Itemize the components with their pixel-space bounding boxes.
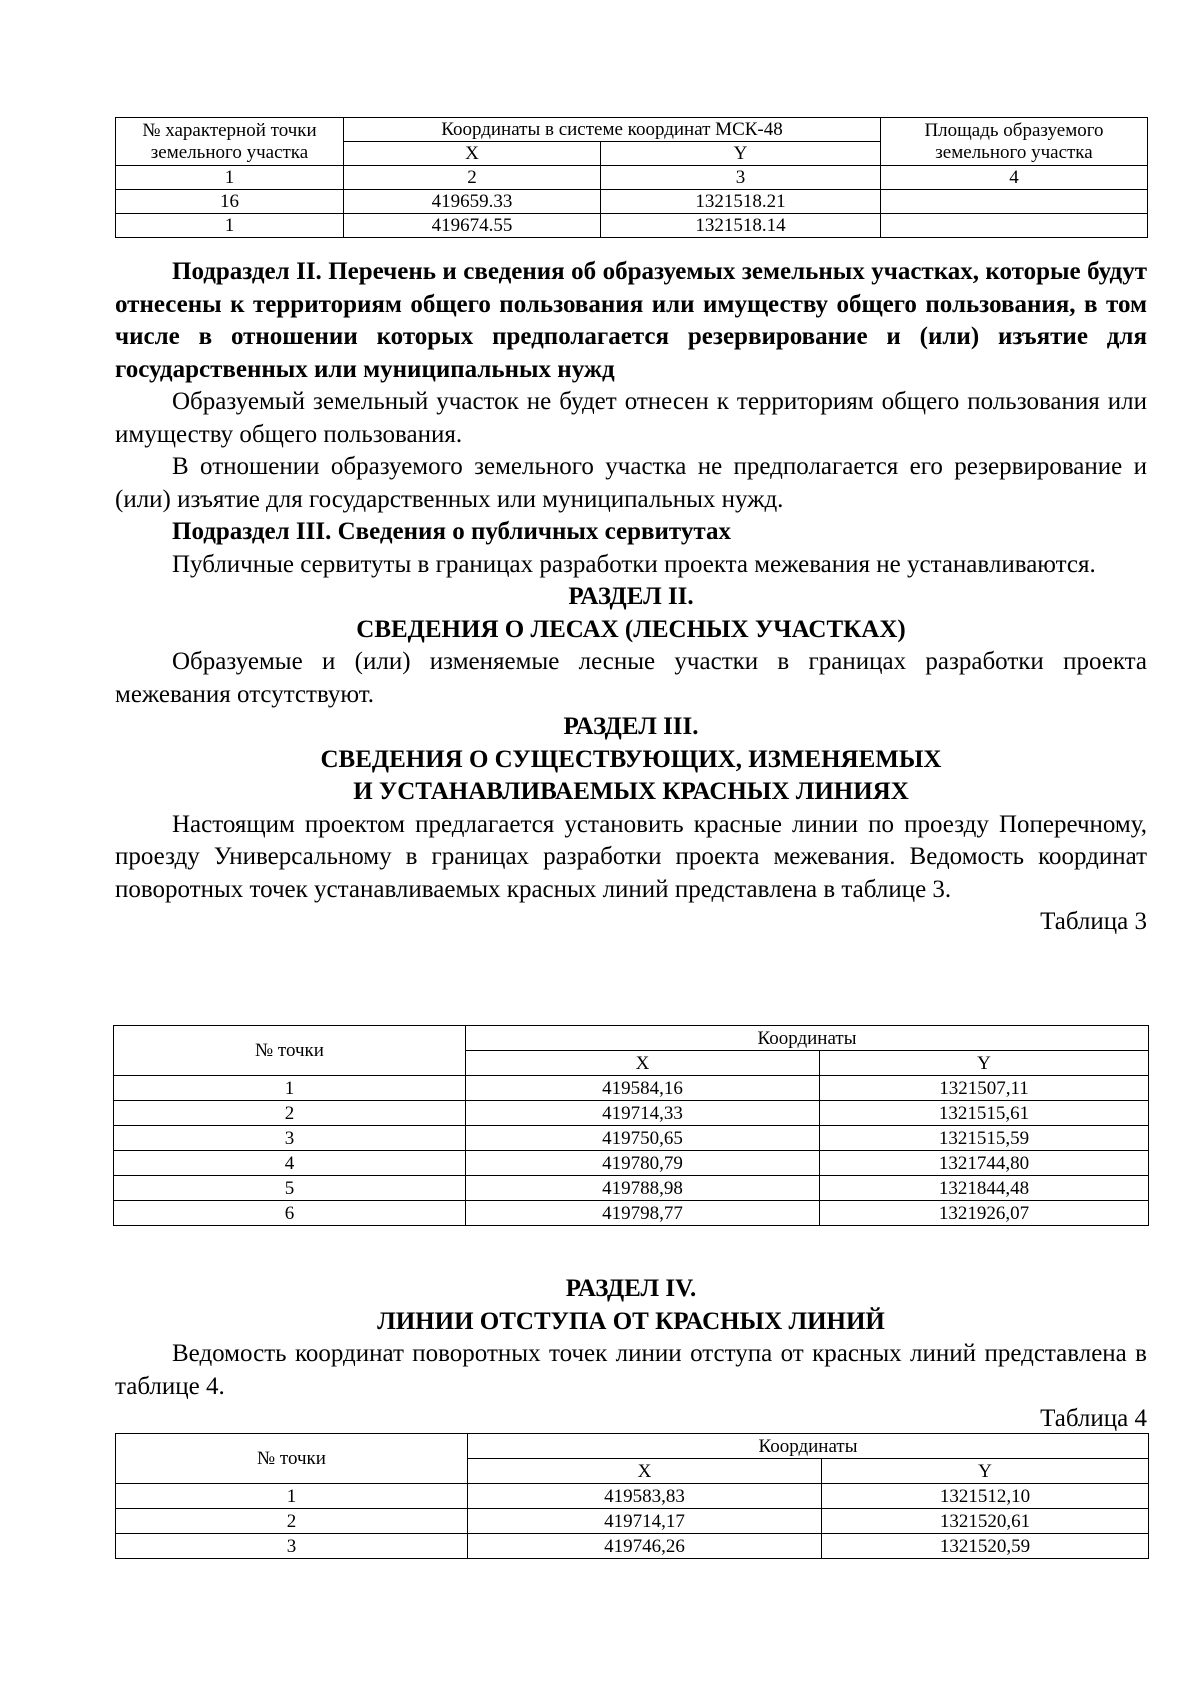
cell-point: 3 <box>114 1126 466 1151</box>
cell-y: 1321518.21 <box>601 190 881 214</box>
cell-point: 6 <box>114 1201 466 1226</box>
table-row <box>116 190 1148 214</box>
text-block-section-4 <box>115 1273 1147 1436</box>
cell-y: 1321518.14 <box>601 214 881 238</box>
red-lines-coordinates-table <box>113 1025 1149 1226</box>
cell-point: 2 <box>114 1101 466 1126</box>
cell-x: 419788,98 <box>466 1176 820 1201</box>
cell-x: 419746,26 <box>468 1534 822 1559</box>
section-2-subheading: СВЕДЕНИЯ О ЛЕСАХ (ЛЕСНЫХ УЧАСТКАХ) <box>356 615 906 643</box>
section-4-heading: РАЗДЕЛ IV. <box>565 1275 697 1302</box>
header-area: Площадь образуемого земельного участка <box>881 118 1148 166</box>
cell-y: 1321844,48 <box>820 1176 1149 1201</box>
header-x: X <box>466 1051 820 1076</box>
header-y: Y <box>822 1459 1149 1484</box>
cell-area <box>881 190 1148 214</box>
cell-x: 419714,33 <box>466 1101 820 1126</box>
section-3-subheading-2: И УСТАНАВЛИВАЕМЫХ КРАСНЫХ ЛИНИЯХ <box>353 778 909 805</box>
column-number: 4 <box>881 166 1148 190</box>
table-row <box>114 1076 1149 1101</box>
header-point: № характерной точки земельного участка <box>116 118 344 166</box>
cell-point: 2 <box>116 1509 468 1534</box>
subsection-2-paragraph-2: В отношении образуемого земельного участка не предполагается его резервирование и (или) изъятие для государственных или муниципальных нужд. <box>115 453 1147 513</box>
cell-x: 419750,65 <box>466 1126 820 1151</box>
cell-x: 419780,79 <box>466 1151 820 1176</box>
header-y: Y <box>820 1051 1149 1076</box>
column-number: 3 <box>601 166 881 190</box>
cell-y: 1321926,07 <box>820 1201 1149 1226</box>
subsection-2-paragraph-1: Образуемый земельный участок не будет отнесен к территориям общего пользования или имуществу общего пользования. <box>115 388 1147 448</box>
cell-point: 1 <box>116 1484 468 1509</box>
section-2-heading: РАЗДЕЛ II. <box>568 583 694 610</box>
text-block-main <box>115 256 1147 939</box>
column-number: 2 <box>344 166 601 190</box>
cell-x: 419714,17 <box>468 1509 822 1534</box>
table-row <box>116 1509 1149 1534</box>
setback-lines-coordinates-table <box>115 1433 1149 1559</box>
cell-x: 419659.33 <box>344 190 601 214</box>
cell-point: 16 <box>116 190 344 214</box>
subsection-3-paragraph: Публичные сервитуты в границах разработки проекта межевания не устанавливаются. <box>172 550 1096 578</box>
cell-x: 419798,77 <box>466 1201 820 1226</box>
section-3-heading: РАЗДЕЛ III. <box>563 713 699 740</box>
table-row <box>114 1151 1149 1176</box>
cell-x: 419674.55 <box>344 214 601 238</box>
header-x: X <box>468 1459 822 1484</box>
cell-point: 1 <box>114 1076 466 1101</box>
subsection-2-title: Подраздел II. Перечень и сведения об образуемых земельных участках, которые будут отнесены к территориям общего пользования или имуществу общего пользования, в том числе в отношении которых предполагается резервирование и (или) изъятие для государственных или муниципальных нужд <box>115 258 1147 383</box>
section-3-subheading-1: СВЕДЕНИЯ О СУЩЕСТВУЮЩИХ, ИЗМЕНЯЕМЫХ <box>320 745 942 773</box>
section-4-paragraph: Ведомость координат поворотных точек линии отступа от красных линий представлена в таблице 4. <box>115 1340 1147 1400</box>
table-3-caption: Таблица 3 <box>1040 908 1147 935</box>
cell-y: 1321515,59 <box>820 1126 1149 1151</box>
cell-point: 1 <box>116 214 344 238</box>
header-y: Y <box>601 142 881 166</box>
cell-area <box>881 214 1148 238</box>
table-row <box>114 1201 1149 1226</box>
cell-y: 1321744,80 <box>820 1151 1149 1176</box>
header-point: № точки <box>114 1026 466 1076</box>
parcel-coordinates-table <box>115 117 1148 238</box>
table-row <box>114 1126 1149 1151</box>
subsection-3-title: Подраздел III. Сведения о публичных сервитутах <box>172 518 731 545</box>
cell-x: 419584,16 <box>466 1076 820 1101</box>
cell-y: 1321507,11 <box>820 1076 1149 1101</box>
cell-y: 1321520,61 <box>822 1509 1149 1534</box>
cell-point: 5 <box>114 1176 466 1201</box>
section-3-paragraph: Настоящим проектом предлагается установить красные линии по проезду Поперечному, проезду Универсальному в границах разработки проекта межевания. Ведомость координат поворотных точек устанавливаемых красных линий представлена в таблице 3. <box>115 810 1147 903</box>
header-x: X <box>344 142 601 166</box>
table-row <box>114 1101 1149 1126</box>
section-2-paragraph: Образуемые и (или) изменяемые лесные участки в границах разработки проекта межевания отсутствуют. <box>115 648 1147 708</box>
table-row <box>116 214 1148 238</box>
column-numbers-row <box>116 166 1148 190</box>
table-row <box>116 1534 1149 1559</box>
header-coords: Координаты <box>468 1434 1149 1459</box>
table-row <box>114 1176 1149 1201</box>
cell-x: 419583,83 <box>468 1484 822 1509</box>
header-point: № точки <box>116 1434 468 1484</box>
header-coords: Координаты <box>466 1026 1149 1051</box>
column-number: 1 <box>116 166 344 190</box>
cell-y: 1321515,61 <box>820 1101 1149 1126</box>
table-row <box>116 1484 1149 1509</box>
table-4-caption: Таблица 4 <box>1040 1405 1147 1432</box>
cell-point: 4 <box>114 1151 466 1176</box>
cell-y: 1321512,10 <box>822 1484 1149 1509</box>
header-coords: Координаты в системе координат МСК-48 <box>344 118 881 142</box>
cell-y: 1321520,59 <box>822 1534 1149 1559</box>
section-4-subheading: ЛИНИИ ОТСТУПА ОТ КРАСНЫХ ЛИНИЙ <box>377 1307 885 1335</box>
cell-point: 3 <box>116 1534 468 1559</box>
